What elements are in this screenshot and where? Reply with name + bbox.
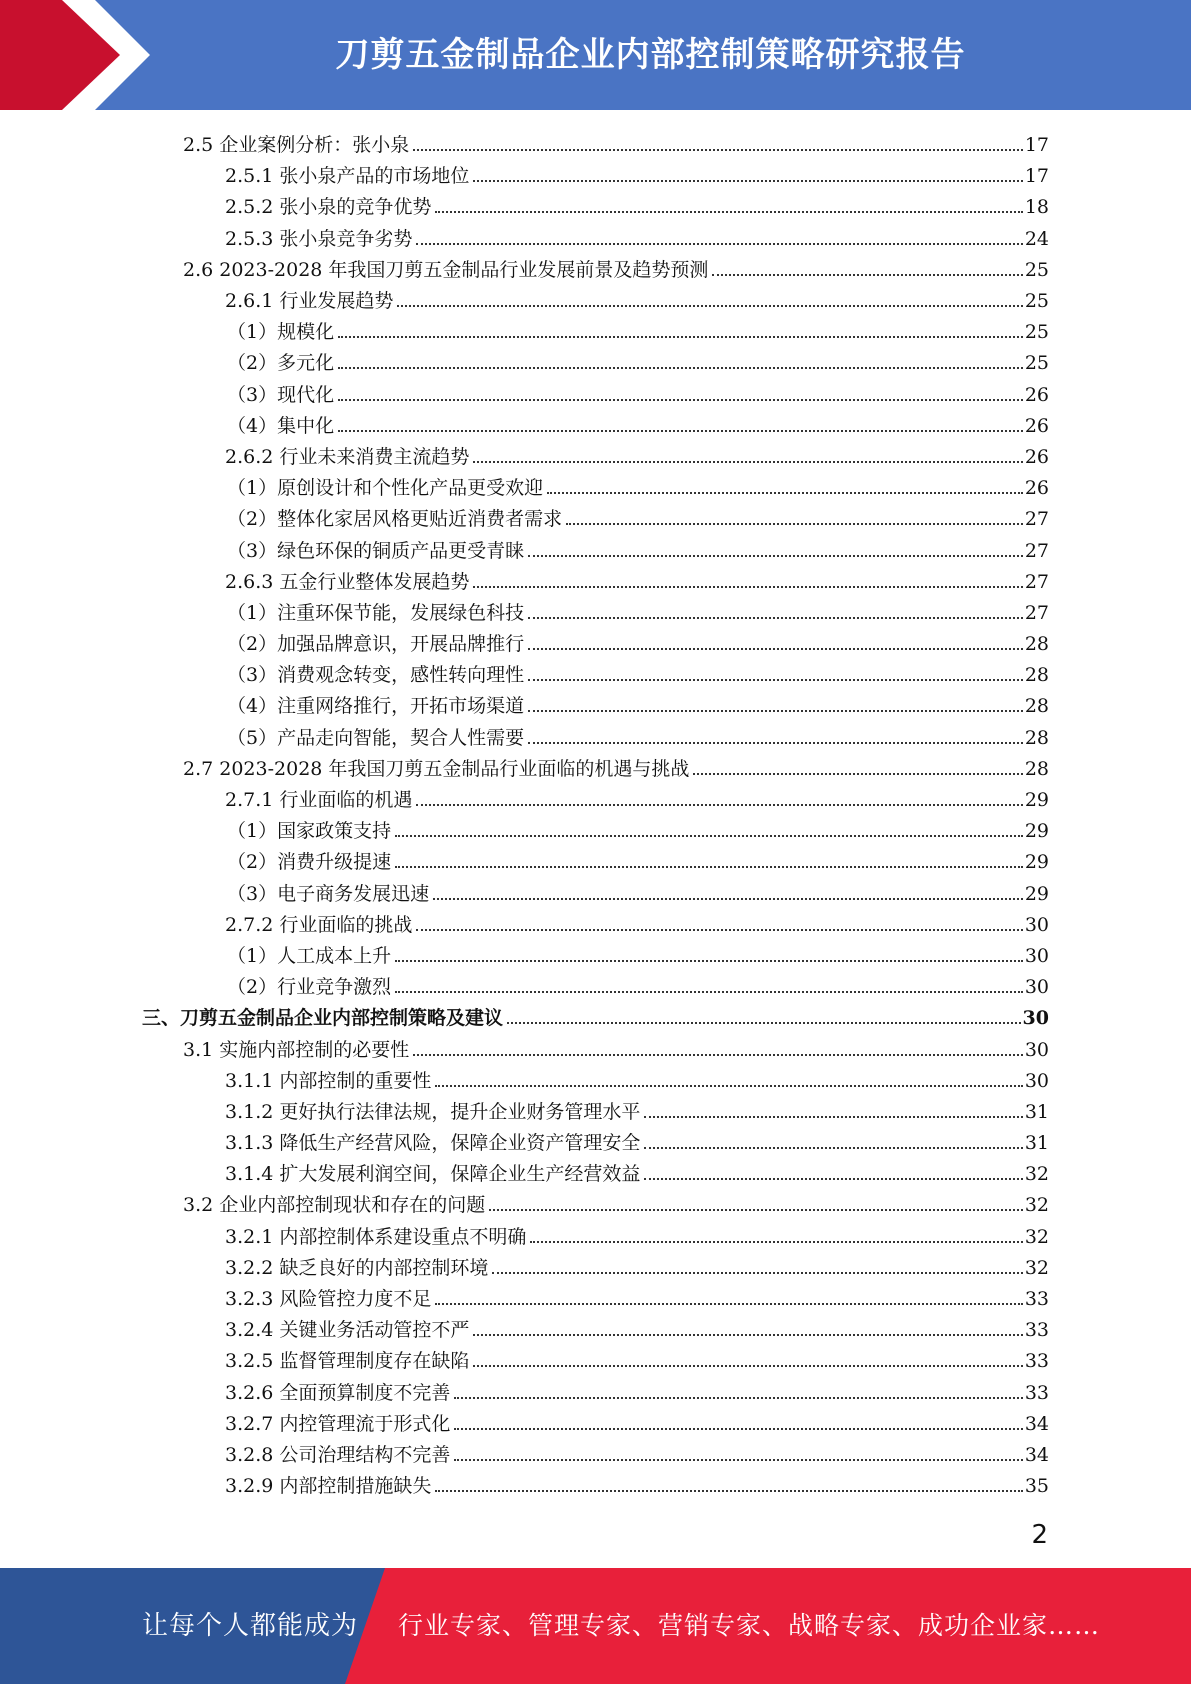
- toc-entry-label: 3.1 实施内部控制的必要性: [183, 1038, 410, 1061]
- table-of-contents: [0, 128, 1191, 1500]
- toc-dot-leader: [433, 898, 1023, 900]
- toc-entry-label: （2）整体化家居风格更贴近消费者需求: [227, 508, 563, 531]
- toc-entry-row: [225, 1128, 1049, 1155]
- toc-entry[interactable]: [0, 1344, 1191, 1375]
- toc-entry-row: [225, 192, 1049, 219]
- toc-entry[interactable]: [0, 253, 1191, 284]
- toc-entry-label: （1）原创设计和个性化产品更受欢迎: [227, 477, 544, 500]
- toc-dot-leader: [566, 523, 1023, 525]
- toc-dot-leader: [413, 149, 1023, 151]
- toc-entry-page: 33: [1024, 1381, 1049, 1404]
- toc-entry-page: 32: [1024, 1256, 1049, 1279]
- toc-entry-label: （3）电子商务发展迅速: [227, 882, 430, 905]
- toc-dot-leader: [416, 804, 1022, 806]
- toc-entry[interactable]: [0, 908, 1191, 939]
- toc-entry[interactable]: [0, 1220, 1191, 1251]
- toc-entry-page: 29: [1024, 882, 1049, 905]
- toc-entry[interactable]: [0, 1032, 1191, 1063]
- toc-entry-page: 33: [1024, 1350, 1049, 1373]
- toc-entry-label: 2.7.2 行业面临的挑战: [225, 913, 413, 936]
- toc-entry-page: 25: [1024, 321, 1049, 344]
- toc-entry-page: 27: [1024, 570, 1049, 593]
- toc-entry-row: [183, 130, 1049, 157]
- toc-dot-leader: [395, 866, 1023, 868]
- toc-dot-leader: [395, 835, 1023, 837]
- toc-entry[interactable]: [0, 877, 1191, 908]
- toc-entry[interactable]: [0, 378, 1191, 409]
- toc-entry-row: [225, 1253, 1049, 1280]
- toc-entry[interactable]: [0, 596, 1191, 627]
- toc-entry-page: 30: [1022, 1007, 1049, 1030]
- toc-entry-label: （3）消费观念转变，感性转向理性: [227, 664, 525, 687]
- toc-dot-leader: [395, 991, 1023, 993]
- toc-dot-leader: [528, 679, 1023, 681]
- toc-entry-row: [225, 567, 1049, 594]
- toc-entry-page: 26: [1024, 414, 1049, 437]
- toc-entry-label: （3）绿色环保的铜质产品更受青睐: [227, 539, 525, 562]
- toc-entry[interactable]: [0, 1095, 1191, 1126]
- toc-dot-leader: [338, 336, 1023, 338]
- toc-entry-row: [227, 317, 1049, 344]
- toc-entry[interactable]: [0, 689, 1191, 720]
- toc-dot-leader: [454, 1428, 1022, 1430]
- toc-entry-row: [225, 1284, 1049, 1311]
- toc-entry-page: 26: [1024, 383, 1049, 406]
- toc-entry-page: 26: [1024, 445, 1049, 468]
- toc-entry-label: 2.5.3 张小泉竞争劣势: [225, 227, 413, 250]
- toc-entry-page: 25: [1024, 290, 1049, 313]
- toc-entry-row: [227, 941, 1049, 968]
- footer-slogan-right: 行业专家、管理专家、营销专家、战略专家、成功企业家……: [398, 1611, 1101, 1640]
- toc-entry[interactable]: [0, 409, 1191, 440]
- toc-dot-leader: [416, 929, 1022, 931]
- toc-entry-page: 33: [1024, 1288, 1049, 1311]
- toc-dot-leader: [473, 1365, 1022, 1367]
- toc-dot-leader: [473, 1334, 1022, 1336]
- toc-entry-row: [227, 691, 1049, 718]
- toc-entry-label: 2.6 2023-2028 年我国刀剪五金制品行业发展前景及趋势预测: [183, 258, 709, 281]
- toc-entry-label: 3.2.4 关键业务活动管控不严: [225, 1319, 470, 1342]
- toc-entry-row: [227, 629, 1049, 656]
- toc-dot-leader: [528, 648, 1023, 650]
- toc-entry-row: [227, 879, 1049, 906]
- toc-dot-leader: [530, 1241, 1022, 1243]
- toc-entry-label: 三、刀剪五金制品企业内部控制策略及建议: [142, 1007, 504, 1030]
- toc-entry-page: 27: [1024, 601, 1049, 624]
- toc-entry[interactable]: [0, 284, 1191, 315]
- toc-dot-leader: [435, 1085, 1022, 1087]
- toc-dot-leader: [454, 1459, 1022, 1461]
- toc-entry-label: 3.2.5 监督管理制度存在缺陷: [225, 1350, 470, 1373]
- toc-entry-row: [227, 536, 1049, 563]
- toc-entry[interactable]: [0, 970, 1191, 1001]
- toc-entry-label: （2）行业竞争激烈: [227, 976, 392, 999]
- toc-entry-row: [227, 411, 1049, 438]
- toc-entry-row: [225, 286, 1049, 313]
- toc-entry-label: 2.6.1 行业发展趋势: [225, 290, 394, 313]
- toc-entry[interactable]: [0, 1064, 1191, 1095]
- toc-entry-page: 32: [1024, 1194, 1049, 1217]
- toc-entry-row: [227, 723, 1049, 750]
- toc-entry[interactable]: [0, 1282, 1191, 1313]
- toc-entry-page: 27: [1024, 508, 1049, 531]
- toc-entry[interactable]: [0, 627, 1191, 658]
- toc-entry-row: [227, 504, 1049, 531]
- toc-entry[interactable]: [0, 315, 1191, 346]
- toc-entry[interactable]: [0, 502, 1191, 533]
- toc-dot-leader: [492, 1272, 1022, 1274]
- toc-dot-leader: [644, 1147, 1022, 1149]
- toc-entry-row: [225, 785, 1049, 812]
- toc-entry[interactable]: [0, 159, 1191, 190]
- toc-entry[interactable]: [0, 471, 1191, 502]
- toc-entry-label: （5）产品走向智能，契合人性需要: [227, 726, 525, 749]
- toc-entry-page: 18: [1024, 196, 1049, 219]
- toc-entry[interactable]: [0, 565, 1191, 596]
- toc-entry-row: [183, 1035, 1049, 1062]
- toc-entry[interactable]: [0, 346, 1191, 377]
- toc-entry-label: 3.1.3 降低生产经营风险，保障企业资产管理安全: [225, 1132, 641, 1155]
- toc-entry-page: 32: [1024, 1225, 1049, 1248]
- toc-entry-page: 24: [1024, 227, 1049, 250]
- toc-entry-label: （2）多元化: [227, 352, 335, 375]
- toc-entry-label: （1）人工成本上升: [227, 944, 392, 967]
- toc-entry[interactable]: [0, 190, 1191, 221]
- toc-dot-leader: [338, 399, 1023, 401]
- toc-entry-row: [225, 1066, 1049, 1093]
- toc-entry[interactable]: [0, 783, 1191, 814]
- toc-entry-row: [225, 1315, 1049, 1342]
- toc-entry-label: （4）集中化: [227, 414, 335, 437]
- toc-dot-leader: [712, 274, 1022, 276]
- toc-entry-page: 28: [1024, 726, 1049, 749]
- toc-entry-label: 2.5 企业案例分析：张小泉: [183, 134, 410, 157]
- toc-entry-row: [225, 1346, 1049, 1373]
- toc-dot-leader: [416, 243, 1022, 245]
- toc-entry[interactable]: [0, 721, 1191, 752]
- toc-entry[interactable]: [0, 1126, 1191, 1157]
- toc-entry-row: [227, 847, 1049, 874]
- toc-dot-leader: [644, 1116, 1022, 1118]
- toc-entry-row: [227, 598, 1049, 625]
- toc-entry-page: 31: [1024, 1132, 1049, 1155]
- toc-entry-row: [225, 910, 1049, 937]
- toc-entry[interactable]: [0, 1001, 1191, 1032]
- toc-dot-leader: [397, 305, 1022, 307]
- toc-entry-page: 25: [1024, 258, 1049, 281]
- toc-entry-label: 2.7 2023-2028 年我国刀剪五金制品行业面临的机遇与挑战: [183, 757, 690, 780]
- toc-entry-label: （2）加强品牌意识，开展品牌推行: [227, 633, 525, 656]
- toc-entry-label: （2）消费升级提速: [227, 851, 392, 874]
- toc-entry-page: 28: [1024, 664, 1049, 687]
- toc-entry-label: 3.2 企业内部控制现状和存在的问题: [183, 1194, 486, 1217]
- toc-entry-row: [225, 1471, 1049, 1498]
- toc-entry-label: 2.5.2 张小泉的竞争优势: [225, 196, 432, 219]
- toc-entry-page: 30: [1024, 1038, 1049, 1061]
- toc-entry[interactable]: [0, 752, 1191, 783]
- toc-entry-page: 35: [1024, 1475, 1049, 1498]
- toc-entry-page: 34: [1024, 1412, 1049, 1435]
- toc-entry-label: 3.1.1 内部控制的重要性: [225, 1069, 432, 1092]
- header-banner: [0, 0, 1191, 110]
- toc-entry-page: 28: [1024, 695, 1049, 718]
- toc-entry-page: 30: [1024, 913, 1049, 936]
- toc-entry-row: [142, 1003, 1049, 1030]
- toc-entry-page: 33: [1024, 1319, 1049, 1342]
- toc-dot-leader: [473, 180, 1022, 182]
- toc-entry[interactable]: [0, 1407, 1191, 1438]
- toc-entry[interactable]: [0, 222, 1191, 253]
- toc-entry-row: [227, 816, 1049, 843]
- toc-dot-leader: [473, 586, 1022, 588]
- toc-dot-leader: [644, 1178, 1022, 1180]
- footer-banner: [0, 1568, 1191, 1684]
- toc-dot-leader: [395, 960, 1023, 962]
- toc-entry[interactable]: [0, 440, 1191, 471]
- toc-dot-leader: [338, 367, 1023, 369]
- toc-entry-page: 28: [1024, 757, 1049, 780]
- toc-entry-page: 34: [1024, 1443, 1049, 1466]
- toc-entry-page: 27: [1024, 539, 1049, 562]
- toc-entry[interactable]: [0, 1157, 1191, 1188]
- toc-dot-leader: [693, 773, 1022, 775]
- toc-entry-row: [225, 1409, 1049, 1436]
- toc-entry-label: 3.2.2 缺乏良好的内部控制环境: [225, 1256, 489, 1279]
- toc-entry-row: [225, 1222, 1049, 1249]
- toc-entry[interactable]: [0, 1438, 1191, 1469]
- toc-entry[interactable]: [0, 533, 1191, 564]
- toc-entry-page: 26: [1024, 477, 1049, 500]
- toc-dot-leader: [413, 1054, 1023, 1056]
- toc-entry-page: 32: [1024, 1163, 1049, 1186]
- document-title: 刀剪五金制品企业内部控制策略研究报告: [335, 35, 966, 75]
- toc-entry-label: 3.2.3 风险管控力度不足: [225, 1288, 432, 1311]
- toc-entry[interactable]: [0, 1376, 1191, 1407]
- toc-dot-leader: [528, 555, 1023, 557]
- toc-entry[interactable]: [0, 814, 1191, 845]
- toc-entry[interactable]: [0, 1188, 1191, 1219]
- toc-entry-page: 28: [1024, 633, 1049, 656]
- toc-entry[interactable]: [0, 1313, 1191, 1344]
- toc-entry[interactable]: [0, 1469, 1191, 1500]
- toc-entry-row: [227, 348, 1049, 375]
- toc-entry-page: 30: [1024, 1069, 1049, 1092]
- toc-dot-leader: [528, 710, 1023, 712]
- toc-entry-row: [227, 660, 1049, 687]
- toc-entry-label: （4）注重网络推行，开拓市场渠道: [227, 695, 525, 718]
- toc-dot-leader: [528, 617, 1023, 619]
- toc-entry-row: [225, 442, 1049, 469]
- toc-dot-leader: [435, 211, 1022, 213]
- toc-entry-label: （3）现代化: [227, 383, 335, 406]
- toc-dot-leader: [547, 492, 1023, 494]
- toc-entry[interactable]: [0, 128, 1191, 159]
- toc-entry-page: 30: [1024, 944, 1049, 967]
- toc-entry-row: [183, 255, 1049, 282]
- toc-entry-label: 3.2.1 内部控制体系建设重点不明确: [225, 1225, 527, 1248]
- toc-dot-leader: [473, 461, 1022, 463]
- toc-entry-label: 3.1.2 更好执行法律法规，提升企业财务管理水平: [225, 1100, 641, 1123]
- toc-entry-page: 25: [1024, 352, 1049, 375]
- toc-entry-label: 3.2.8 公司治理结构不完善: [225, 1443, 451, 1466]
- toc-entry-page: 29: [1024, 789, 1049, 812]
- toc-dot-leader: [435, 1490, 1022, 1492]
- toc-entry-label: （1）注重环保节能，发展绿色科技: [227, 601, 525, 624]
- toc-dot-leader: [507, 1022, 1021, 1024]
- toc-entry-label: 2.5.1 张小泉产品的市场地位: [225, 165, 470, 188]
- toc-entry-page: 29: [1024, 851, 1049, 874]
- toc-entry-page: 29: [1024, 820, 1049, 843]
- toc-entry-page: 31: [1024, 1100, 1049, 1123]
- toc-entry[interactable]: [0, 658, 1191, 689]
- toc-entry-row: [183, 754, 1049, 781]
- toc-dot-leader: [528, 742, 1023, 744]
- toc-entry-row: [183, 1190, 1049, 1217]
- toc-entry-label: （1）规模化: [227, 321, 335, 344]
- toc-entry-label: 2.6.3 五金行业整体发展趋势: [225, 570, 470, 593]
- toc-entry-page: 17: [1024, 165, 1049, 188]
- toc-entry[interactable]: [0, 845, 1191, 876]
- toc-entry-label: （1）国家政策支持: [227, 820, 392, 843]
- toc-entry-row: [227, 380, 1049, 407]
- toc-entry-label: 3.2.6 全面预算制度不完善: [225, 1381, 451, 1404]
- toc-dot-leader: [338, 430, 1023, 432]
- toc-entry-row: [225, 224, 1049, 251]
- toc-entry-label: 3.2.7 内控管理流于形式化: [225, 1412, 451, 1435]
- toc-entry[interactable]: [0, 939, 1191, 970]
- toc-entry-label: 2.7.1 行业面临的机遇: [225, 789, 413, 812]
- toc-dot-leader: [435, 1303, 1022, 1305]
- toc-entry-label: 3.2.9 内部控制措施缺失: [225, 1475, 432, 1498]
- toc-entry[interactable]: [0, 1251, 1191, 1282]
- page-number: 2: [1031, 1520, 1048, 1550]
- toc-entry-row: [225, 1378, 1049, 1405]
- toc-entry-label: 2.6.2 行业未来消费主流趋势: [225, 445, 470, 468]
- toc-entry-row: [225, 1097, 1049, 1124]
- footer-slogan-left: 让每个人都能成为: [142, 1611, 359, 1641]
- toc-entry-row: [225, 1159, 1049, 1186]
- toc-entry-page: 30: [1024, 976, 1049, 999]
- toc-entry-row: [227, 473, 1049, 500]
- toc-entry-row: [225, 161, 1049, 188]
- toc-entry-row: [225, 1440, 1049, 1467]
- toc-entry-row: [227, 972, 1049, 999]
- toc-dot-leader: [454, 1397, 1022, 1399]
- toc-dot-leader: [489, 1209, 1023, 1211]
- toc-entry-page: 17: [1024, 134, 1049, 157]
- toc-entry-label: 3.1.4 扩大发展利润空间，保障企业生产经营效益: [225, 1163, 641, 1186]
